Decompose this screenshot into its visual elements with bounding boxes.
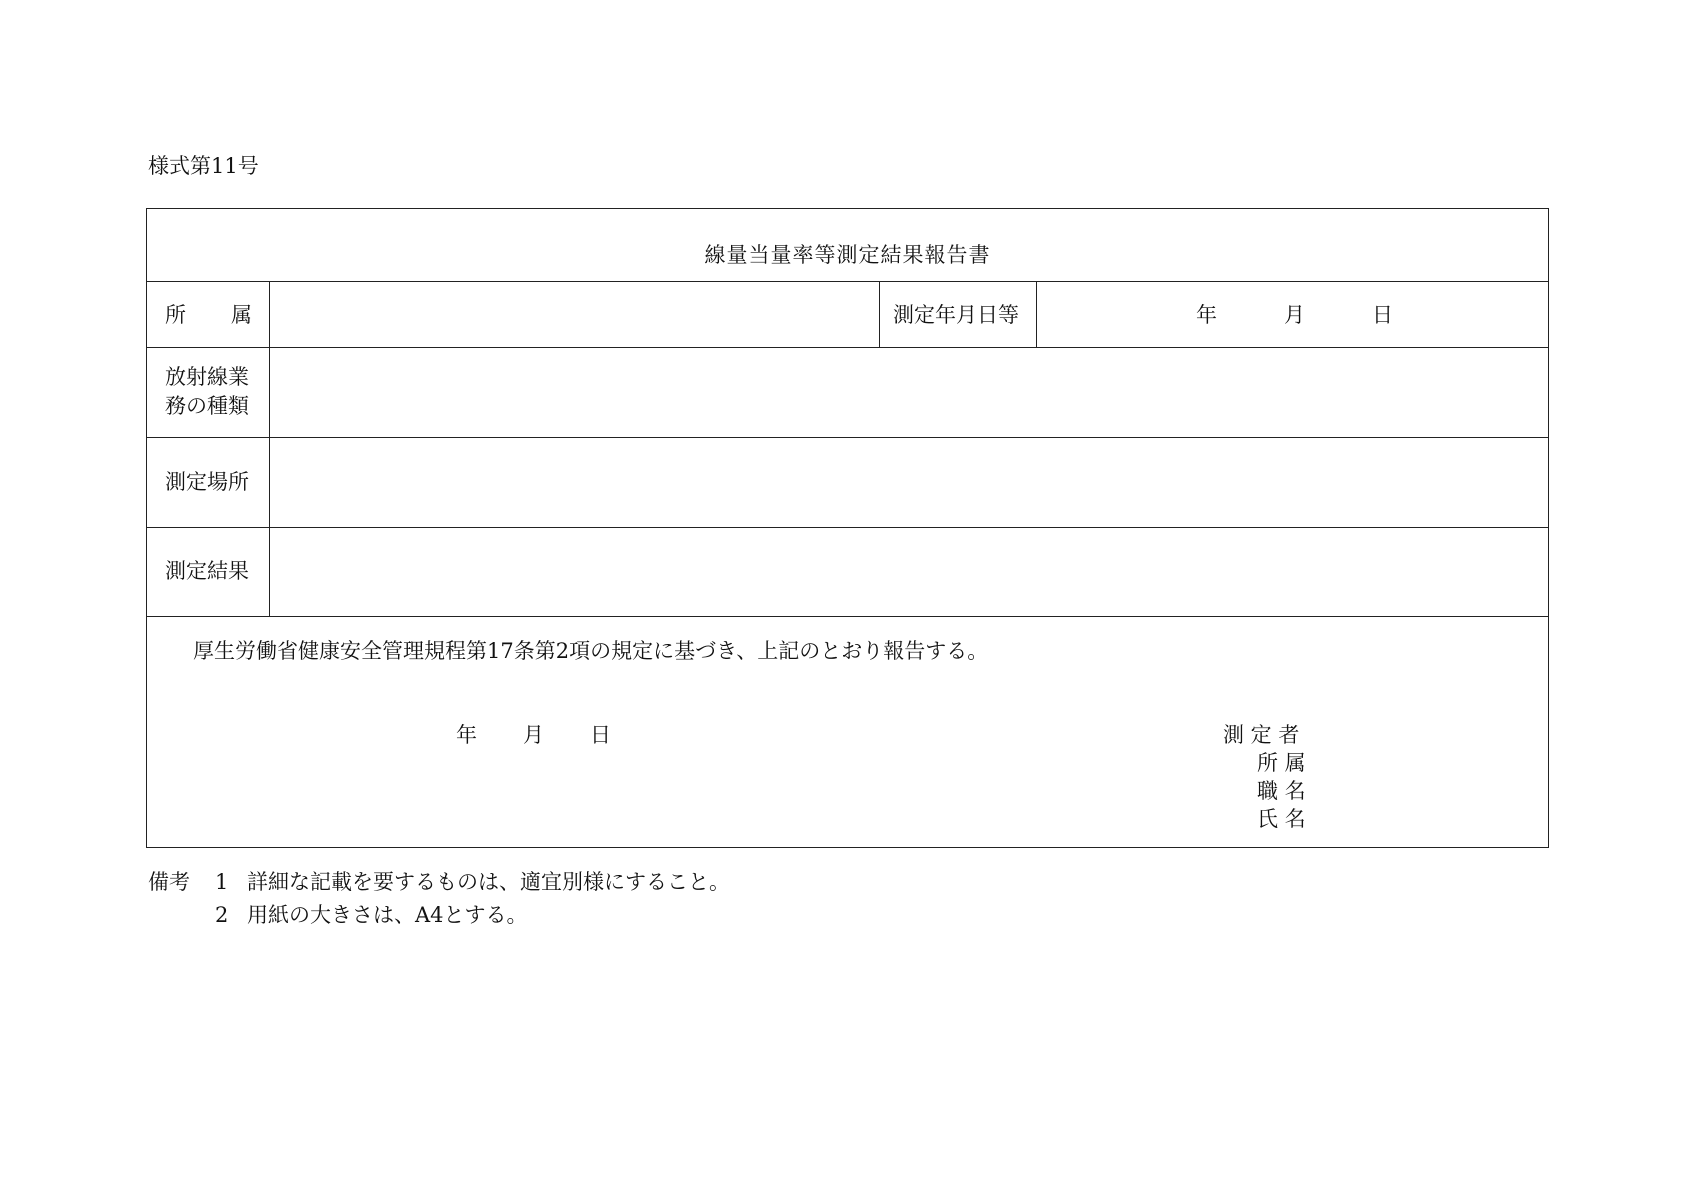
measurement-date-label: 測定年月日等: [893, 303, 1019, 327]
affiliation-label-1: 所: [165, 303, 186, 327]
measurer-position-label: 職 名: [1257, 779, 1306, 803]
note-2-text: 用紙の大きさは、A4とする。: [247, 903, 528, 927]
affiliation-label-2: 属: [231, 303, 252, 327]
rule-affiliation: [147, 347, 1548, 348]
work-type-label-line1: 放射線業: [165, 365, 249, 389]
result-label: 測定結果: [165, 559, 249, 583]
rule-location: [147, 527, 1548, 528]
label-column-divider: [269, 281, 270, 616]
form-title: 線量当量率等測定結果報告書: [704, 243, 991, 267]
date-label-divider-left: [879, 281, 880, 347]
measurer-label: 測 定 者: [1223, 723, 1300, 747]
statement-month: 月: [523, 723, 544, 747]
date-month: 月: [1284, 303, 1305, 327]
rule-work-type: [147, 437, 1548, 438]
measurer-name-label: 氏 名: [1257, 807, 1306, 831]
notes-heading: 備考: [148, 870, 190, 894]
date-day: 日: [1372, 303, 1393, 327]
note-1-text: 詳細な記載を要するものは、適宜別様にすること。: [247, 870, 730, 894]
location-label: 測定場所: [165, 470, 249, 494]
date-label-divider-right: [1036, 281, 1037, 347]
date-year: 年: [1196, 303, 1217, 327]
statement-day: 日: [590, 723, 611, 747]
rule-result: [147, 616, 1548, 617]
note-2-number: 2: [215, 903, 229, 927]
report-statement: 厚生労働省健康安全管理規程第17条第2項の規定に基づき、上記のとおり報告する。: [193, 639, 989, 663]
measurer-affiliation-label: 所 属: [1257, 751, 1306, 775]
work-type-label-line2: 務の種類: [165, 394, 249, 418]
note-1-number: 1: [215, 870, 229, 894]
form-number: 様式第11号: [148, 154, 259, 178]
statement-year: 年: [456, 723, 477, 747]
rule-title: [147, 281, 1548, 282]
report-form: [146, 208, 1549, 848]
